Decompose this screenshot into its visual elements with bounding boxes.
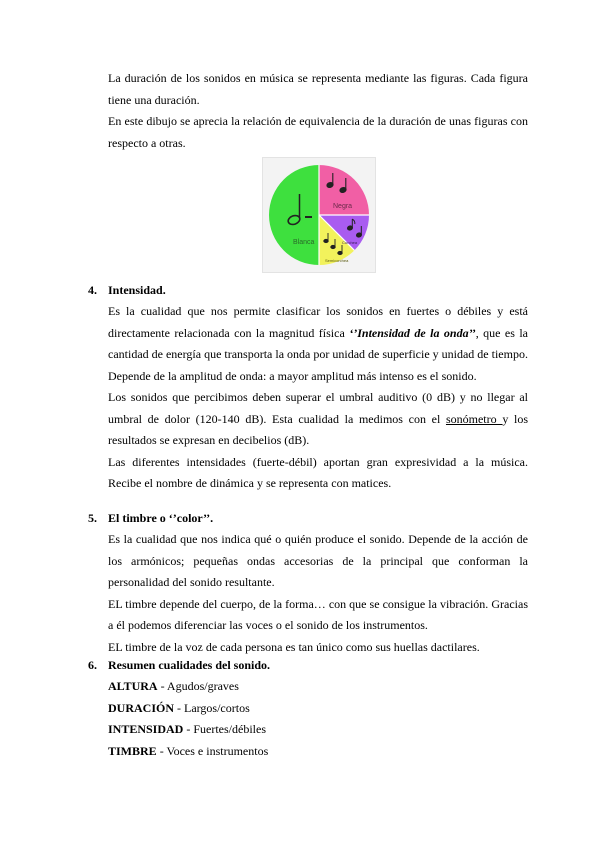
section-5-title: El timbre o ‘’color’’.	[108, 511, 214, 525]
intensidad-paragraph-1: Es la cualidad que nos permite clasificar los sonidos en fuertes o débiles y está directamente relacionada con la magnitud física ‘’Intensidad de la onda’’, que es la cantidad de energía que transporta la onda por unidad de superficie y unidad de tiempo.	[108, 304, 529, 361]
section-4-heading	[88, 280, 166, 302]
note-values-pie-figure	[262, 157, 376, 273]
section-5-number: 5.	[88, 511, 97, 525]
intro-section	[108, 68, 528, 154]
summary-item: DURACIÓN - Largos/cortos	[108, 700, 250, 715]
section-6-heading	[88, 655, 270, 677]
summary-item: INTENSIDAD - Fuertes/débiles	[108, 722, 267, 736]
intro-paragraph-2: En este dibujo se aprecia la relación de equivalencia de la duración de unas figuras con respecto a otras.	[108, 114, 528, 150]
summary-list	[108, 676, 528, 762]
label-negra: Negra	[333, 203, 353, 210]
label-blanca: Blanca	[293, 239, 315, 246]
timbre-paragraph-1: Es la cualidad que nos indica qué o quién produce el sonido. Depende de la acción de los armónicos; pequeñas ondas accesorias de la principal que conforman la personalidad del sonido resultante.	[108, 532, 528, 589]
sonometro-link[interactable]: sonómetro	[445, 411, 503, 426]
timbre-paragraph-3: EL timbre de la voz de cada persona es tan único como sus huellas dactilares.	[108, 639, 480, 654]
summary-item: TIMBRE - Voces e instrumentos	[108, 743, 269, 758]
intro-paragraph-1: La duración de los sonidos en música se representa mediante las figuras. Cada figura tiene una duración.	[108, 71, 528, 107]
intensidad-paragraph-3: Los sonidos que percibimos deben superar el umbral auditivo (0 dB) y no llegar al umbral de dolor (120-140 dB). Esta cualidad la medimos con el sonómetro y los resultados se expresan en decibelios (dB).	[108, 390, 528, 447]
section-5-heading	[88, 508, 213, 530]
section-6-title: Resumen cualidades del sonido.	[108, 658, 271, 672]
label-semicorchea: Semicorchea	[325, 258, 349, 263]
timbre-paragraph-2: EL timbre depende del cuerpo, de la forma… con que se consigue la vibración. Gracias a él podemos diferenciar las voces o el sonido de los instrumentos.	[108, 596, 528, 632]
section-5-body	[108, 529, 528, 658]
summary-item: ALTURA - Agudos/graves	[108, 679, 239, 693]
note-values-pie	[263, 158, 375, 272]
intensidad-onda-term: ‘’Intensidad de la onda’’	[349, 325, 476, 340]
label-corchea: Corchea	[342, 240, 358, 245]
intensidad-paragraph-4: Las diferentes intensidades (fuerte-débil) aportan gran expresividad a la música. Recibe el nombre de dinámica y se representa con matices.	[108, 454, 528, 490]
section-6-number: 6.	[88, 658, 97, 672]
intensidad-paragraph-2: Depende de la amplitud de onda: a mayor amplitud más intenso es el sonido.	[108, 368, 477, 383]
section-4-number: 4.	[88, 283, 97, 297]
section-4-body	[108, 301, 528, 495]
section-4-title: Intensidad.	[108, 283, 166, 297]
